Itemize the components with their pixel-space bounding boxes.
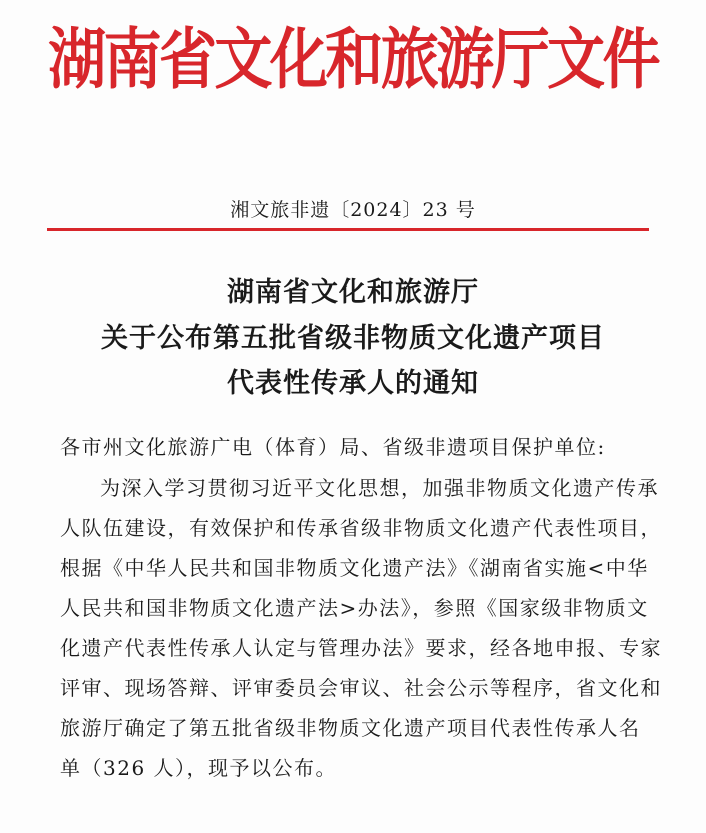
title-line-1: 湖南省文化和旅游厅 [227,277,479,308]
document-masthead: 湖南省文化和旅游厅文件 [48,21,658,98]
document-number: 湘文旅非遗〔2024〕23 号 [230,199,476,221]
body-line: 人民共和国非物质文化遗产法>办法》，参照《国家级非物质文 [60,596,649,620]
body-line: 旅游厅确定了第五批省级非物质文化遗产项目代表性传承人名 [60,716,641,740]
body-line: 化遗产代表性传承人认定与管理办法》要求，经各地申报、专家 [60,636,662,660]
body-line: 人队伍建设，有效保护和传承省级非物质文化遗产代表性项目， [60,516,662,540]
title-line-3: 代表性传承人的通知 [227,368,479,399]
body-line: 评审、现场答辩、评审委员会审议、社会公示等程序，省文化和 [60,676,662,700]
body-line: 为深入学习贯彻习近平文化思想，加强非物质文化遗产传承 [100,476,659,500]
red-separator-line [47,228,649,231]
title-line-2: 关于公布第五批省级非物质文化遗产项目 [101,323,605,354]
salutation: 各市州文化旅游广电（体育）局、省级非遗项目保护单位: [60,435,606,459]
body-line: 根据《中华人民共和国非物质文化遗产法》《湖南省实施<中华 [60,556,649,580]
body-line: 单（326 人），现予以公布。 [60,756,338,780]
